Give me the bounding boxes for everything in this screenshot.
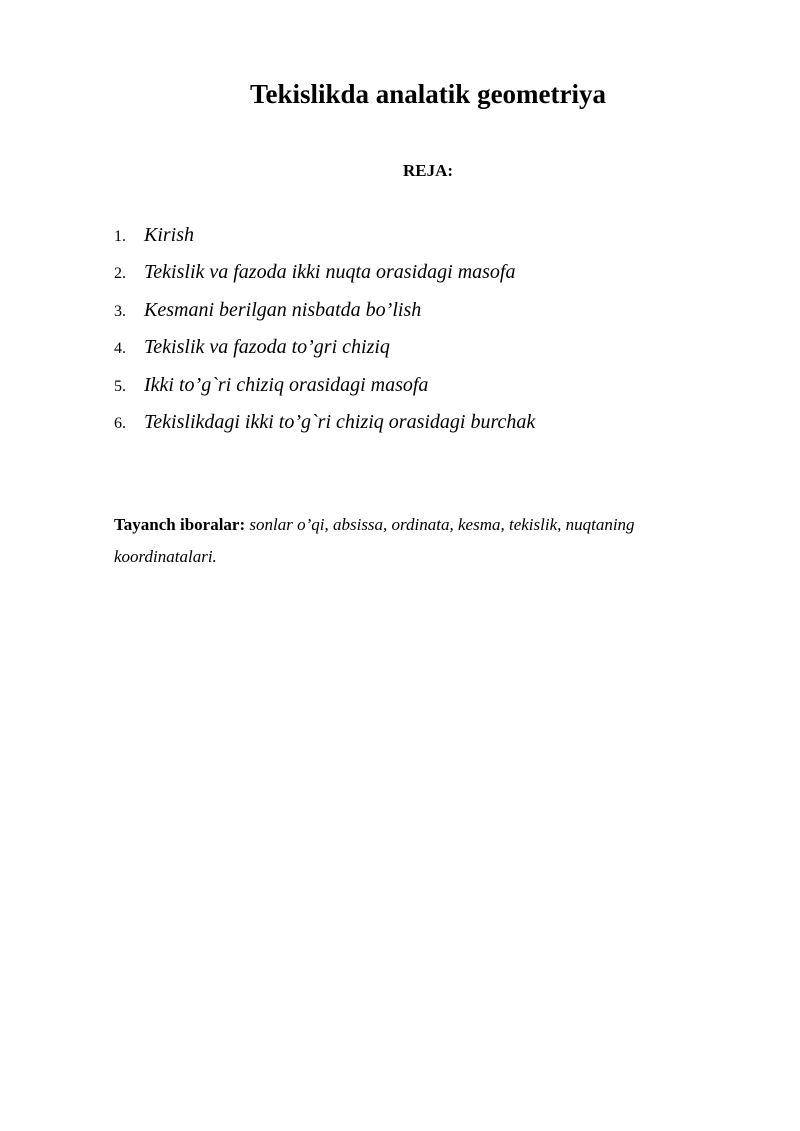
plan-item-text: Tekislikdagi ikki to’g`ri chiziq orasidagi burchak [144,410,536,433]
plan-item-2 [114,261,535,298]
plan-list [114,224,535,448]
keywords-label: Tayanch iboralar: [114,515,246,534]
plan-item-5 [114,374,535,411]
plan-item-text: Kirish [144,224,195,246]
plan-item-number: 2. [114,265,126,283]
document-title: Tekislikda analatik geometriya [249,79,607,109]
keywords-paragraph [114,509,704,573]
plan-item-4 [114,336,535,373]
plan-item-number: 1. [114,228,126,245]
plan-item-1 [114,224,535,261]
plan-item-number: 4. [114,340,126,358]
plan-item-number: 5. [114,377,126,395]
plan-item-text: Kesmani berilgan nisbatda bo’lish [144,298,422,321]
plan-item-number: 6. [114,414,126,432]
plan-item-6 [114,411,535,448]
plan-item-text: Tekislik va fazoda to’gri chiziq [144,336,390,359]
plan-item-number: 3. [114,302,126,320]
plan-item-text: Ikki to’g`ri chiziq orasidagi masofa [144,373,429,396]
keywords-text: sonlar o’qi, absissa, ordinata, kesma, tekislik, nuqtaning koordinatalari. [114,515,635,566]
plan-heading: REJA: [402,161,454,180]
plan-item-3 [114,299,535,336]
plan-item-text: Tekislik va fazoda ikki nuqta orasidagi masofa [144,261,516,284]
